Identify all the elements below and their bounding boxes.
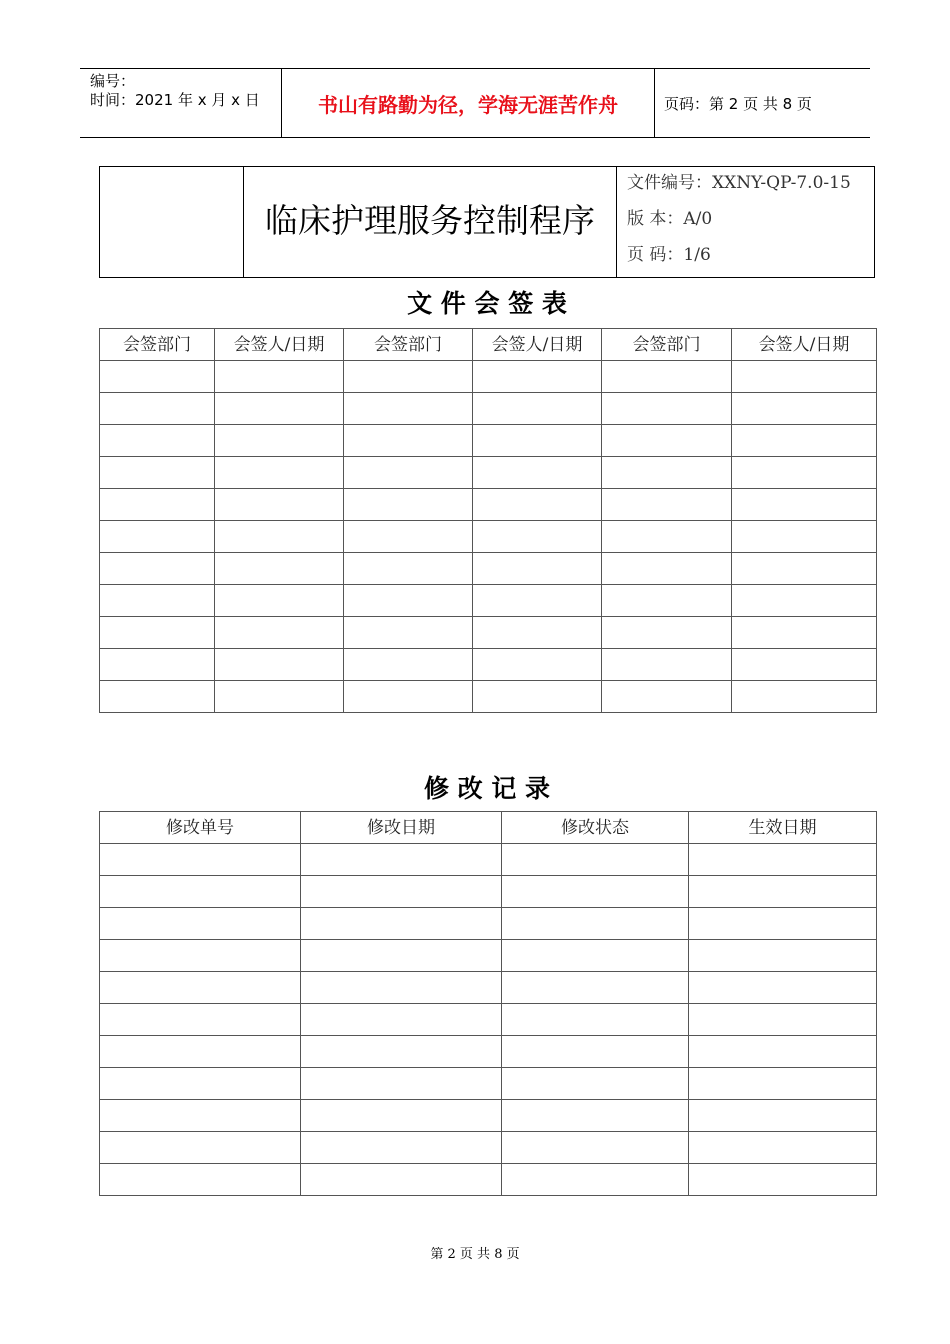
table-cell[interactable] bbox=[473, 457, 602, 489]
table-cell[interactable] bbox=[100, 844, 301, 876]
table-cell[interactable] bbox=[473, 521, 602, 553]
table-cell[interactable] bbox=[502, 844, 689, 876]
table-row bbox=[100, 457, 877, 489]
table-row bbox=[100, 361, 877, 393]
document-title-block bbox=[99, 166, 875, 278]
table-cell[interactable] bbox=[344, 425, 473, 457]
table-cell[interactable] bbox=[344, 585, 473, 617]
table-row bbox=[100, 585, 877, 617]
table-cell[interactable] bbox=[689, 1036, 877, 1068]
table-cell[interactable] bbox=[689, 1100, 877, 1132]
table-row bbox=[100, 908, 877, 940]
column-header: 会签人/日期 bbox=[732, 329, 877, 361]
version: 版 本：A/0 bbox=[627, 209, 713, 229]
table-cell[interactable] bbox=[215, 457, 344, 489]
column-header: 生效日期 bbox=[689, 812, 877, 844]
table-cell[interactable] bbox=[689, 876, 877, 908]
table-cell[interactable] bbox=[732, 681, 877, 713]
table-cell[interactable] bbox=[301, 1036, 502, 1068]
table-cell[interactable] bbox=[473, 553, 602, 585]
motto-text: 书山有路勤为径，学海无涯苦作舟 bbox=[318, 93, 618, 117]
table-cell[interactable] bbox=[502, 1036, 689, 1068]
table-row bbox=[100, 876, 877, 908]
table-cell[interactable] bbox=[602, 681, 732, 713]
table-cell[interactable] bbox=[344, 361, 473, 393]
table-cell[interactable] bbox=[100, 457, 215, 489]
table-cell[interactable] bbox=[502, 940, 689, 972]
table-cell[interactable] bbox=[473, 585, 602, 617]
table-row bbox=[100, 393, 877, 425]
table-cell[interactable] bbox=[344, 649, 473, 681]
table-cell[interactable] bbox=[473, 393, 602, 425]
header-divider bbox=[654, 69, 655, 137]
table-row bbox=[100, 489, 877, 521]
table-cell[interactable] bbox=[215, 649, 344, 681]
number-label: 编号： bbox=[90, 72, 136, 90]
table-cell[interactable] bbox=[732, 361, 877, 393]
table-row bbox=[100, 972, 877, 1004]
table-cell[interactable] bbox=[602, 457, 732, 489]
time-label: 时间：2021 年 x 月 x 日 bbox=[90, 91, 260, 109]
table-cell[interactable] bbox=[100, 876, 301, 908]
table-cell[interactable] bbox=[602, 617, 732, 649]
table-row bbox=[100, 617, 877, 649]
table-cell[interactable] bbox=[602, 361, 732, 393]
page-footer: 第 2 页 共 8 页 bbox=[430, 1247, 520, 1262]
table-cell[interactable] bbox=[100, 1132, 301, 1164]
table-cell[interactable] bbox=[502, 972, 689, 1004]
table-row bbox=[100, 1004, 877, 1036]
table-cell[interactable] bbox=[732, 393, 877, 425]
table-cell[interactable] bbox=[689, 1164, 877, 1196]
table-cell[interactable] bbox=[689, 908, 877, 940]
table-cell[interactable] bbox=[473, 681, 602, 713]
column-header: 修改状态 bbox=[502, 812, 689, 844]
table-cell[interactable] bbox=[301, 844, 502, 876]
table-cell[interactable] bbox=[100, 908, 301, 940]
table-cell[interactable] bbox=[344, 393, 473, 425]
revision-title: 修 改 记 录 bbox=[423, 774, 551, 803]
table-cell[interactable] bbox=[344, 521, 473, 553]
table-cell[interactable] bbox=[732, 521, 877, 553]
table-cell[interactable] bbox=[100, 1004, 301, 1036]
table-cell[interactable] bbox=[100, 489, 215, 521]
table-cell[interactable] bbox=[732, 425, 877, 457]
table-cell[interactable] bbox=[100, 617, 215, 649]
table-cell[interactable] bbox=[602, 553, 732, 585]
table-cell[interactable] bbox=[301, 1100, 502, 1132]
table-cell[interactable] bbox=[215, 393, 344, 425]
table-cell[interactable] bbox=[502, 908, 689, 940]
table-cell[interactable] bbox=[100, 585, 215, 617]
table-cell[interactable] bbox=[100, 940, 301, 972]
table-cell[interactable] bbox=[301, 1068, 502, 1100]
table-cell[interactable] bbox=[502, 1004, 689, 1036]
table-cell[interactable] bbox=[602, 489, 732, 521]
column-header: 修改日期 bbox=[301, 812, 502, 844]
table-cell[interactable] bbox=[602, 649, 732, 681]
table-cell[interactable] bbox=[689, 972, 877, 1004]
table-cell[interactable] bbox=[215, 681, 344, 713]
table-cell[interactable] bbox=[502, 1132, 689, 1164]
column-header: 会签部门 bbox=[602, 329, 732, 361]
table-row bbox=[100, 1132, 877, 1164]
column-header: 会签部门 bbox=[344, 329, 473, 361]
page-label: 页码：第 2 页 共 8 页 bbox=[664, 95, 812, 113]
table-cell[interactable] bbox=[215, 425, 344, 457]
table-cell[interactable] bbox=[344, 617, 473, 649]
countersign-title: 文 件 会 签 表 bbox=[407, 289, 567, 318]
table-cell[interactable] bbox=[689, 940, 877, 972]
table-row bbox=[100, 521, 877, 553]
table-cell[interactable] bbox=[100, 1164, 301, 1196]
page-code: 页 码：1/6 bbox=[627, 245, 711, 265]
table-cell[interactable] bbox=[301, 908, 502, 940]
table-header-row bbox=[100, 812, 877, 844]
document-title: 临床护理服务控制程序 bbox=[265, 201, 595, 240]
table-row bbox=[100, 1164, 877, 1196]
column-header: 会签人/日期 bbox=[215, 329, 344, 361]
revision-table bbox=[99, 811, 877, 1196]
table-cell[interactable] bbox=[100, 1068, 301, 1100]
file-number: 文件编号：XXNY-QP-7.0-15 bbox=[627, 173, 851, 193]
table-cell[interactable] bbox=[344, 457, 473, 489]
table-cell[interactable] bbox=[689, 1132, 877, 1164]
table-cell[interactable] bbox=[301, 1004, 502, 1036]
table-cell[interactable] bbox=[100, 553, 215, 585]
table-cell[interactable] bbox=[215, 553, 344, 585]
table-row bbox=[100, 553, 877, 585]
table-cell[interactable] bbox=[689, 1068, 877, 1100]
table-cell[interactable] bbox=[215, 521, 344, 553]
table-cell[interactable] bbox=[602, 393, 732, 425]
table-cell[interactable] bbox=[100, 521, 215, 553]
table-cell[interactable] bbox=[732, 585, 877, 617]
table-cell[interactable] bbox=[473, 489, 602, 521]
table-cell[interactable] bbox=[301, 1132, 502, 1164]
table-cell[interactable] bbox=[100, 393, 215, 425]
table-cell[interactable] bbox=[473, 617, 602, 649]
table-row bbox=[100, 940, 877, 972]
table-cell[interactable] bbox=[100, 1036, 301, 1068]
table-cell[interactable] bbox=[732, 617, 877, 649]
table-cell[interactable] bbox=[301, 972, 502, 1004]
table-cell[interactable] bbox=[689, 1004, 877, 1036]
table-cell[interactable] bbox=[100, 425, 215, 457]
table-cell[interactable] bbox=[602, 521, 732, 553]
table-cell[interactable] bbox=[689, 844, 877, 876]
table-row bbox=[100, 1100, 877, 1132]
table-cell[interactable] bbox=[732, 649, 877, 681]
table-row bbox=[100, 681, 877, 713]
page-header bbox=[80, 68, 870, 138]
table-cell[interactable] bbox=[100, 649, 215, 681]
table-cell[interactable] bbox=[502, 876, 689, 908]
table-cell[interactable] bbox=[502, 1164, 689, 1196]
table-cell[interactable] bbox=[502, 1068, 689, 1100]
table-cell[interactable] bbox=[344, 489, 473, 521]
table-cell[interactable] bbox=[215, 585, 344, 617]
table-cell[interactable] bbox=[473, 425, 602, 457]
table-cell[interactable] bbox=[100, 1100, 301, 1132]
table-cell[interactable] bbox=[473, 361, 602, 393]
table-cell[interactable] bbox=[732, 457, 877, 489]
table-header-row bbox=[100, 329, 877, 361]
table-cell[interactable] bbox=[344, 681, 473, 713]
table-cell[interactable] bbox=[732, 489, 877, 521]
title-divider bbox=[616, 167, 617, 277]
table-row bbox=[100, 649, 877, 681]
table-row bbox=[100, 425, 877, 457]
table-cell[interactable] bbox=[473, 649, 602, 681]
table-cell[interactable] bbox=[100, 972, 301, 1004]
column-header: 会签部门 bbox=[100, 329, 215, 361]
table-row bbox=[100, 1036, 877, 1068]
countersign-table bbox=[99, 328, 877, 713]
table-cell[interactable] bbox=[100, 681, 215, 713]
table-cell[interactable] bbox=[301, 940, 502, 972]
table-cell[interactable] bbox=[215, 617, 344, 649]
column-header: 会签人/日期 bbox=[473, 329, 602, 361]
table-cell[interactable] bbox=[602, 585, 732, 617]
table-cell[interactable] bbox=[602, 425, 732, 457]
table-cell[interactable] bbox=[344, 553, 473, 585]
table-row bbox=[100, 1068, 877, 1100]
table-cell[interactable] bbox=[301, 1164, 502, 1196]
table-cell[interactable] bbox=[732, 553, 877, 585]
table-row bbox=[100, 844, 877, 876]
table-cell[interactable] bbox=[215, 489, 344, 521]
column-header: 修改单号 bbox=[100, 812, 301, 844]
table-cell[interactable] bbox=[502, 1100, 689, 1132]
table-cell[interactable] bbox=[301, 876, 502, 908]
table-cell[interactable] bbox=[100, 361, 215, 393]
table-cell[interactable] bbox=[215, 361, 344, 393]
